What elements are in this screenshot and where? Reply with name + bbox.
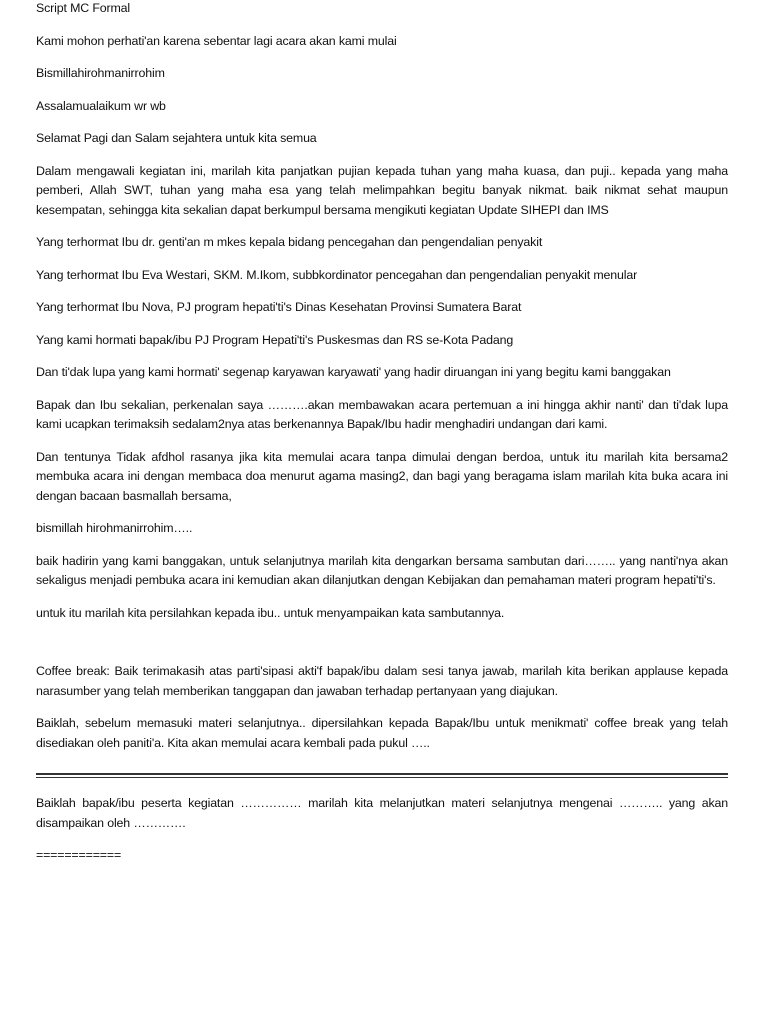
- paragraph: Kami mohon perhati'an karena sebentar lagi acara akan kami mulai: [36, 33, 397, 48]
- paragraph: bismillah hirohmanirrohim…..: [36, 521, 193, 535]
- paragraph: untuk itu marilah kita persilahkan kepada ibu.. untuk menyampaikan kata sambutannya.: [36, 605, 505, 620]
- paragraph: Dan tentunya Tidak afdhol rasanya jika kita memulai acara tanpa dimulai dengan berdoa, untuk itu marilah kita bersama2 membuka acara ini dengan membaca doa menurut agama masing2, dan bagi yang beragama islam marilah kita buka acara ini dengan bacaan basmallah bersama,: [36, 449, 728, 503]
- end-marker: ============: [36, 848, 122, 862]
- paragraph: Bismillahirohmanirrohim: [36, 66, 165, 80]
- paragraph: Bapak dan Ibu sekalian, perkenalan saya ……….akan membawakan acara pertemuan a ini hingga akhir nanti' dan ti'dak lupa kami ucapkan terimaksih sedalam2nya atas berkenannya Bapak/Ibu hadir menghadiri undangan dari kami.: [36, 397, 728, 431]
- document-title: Script MC Formal: [36, 1, 130, 15]
- section-divider: [36, 773, 728, 778]
- paragraph: baik hadirin yang kami banggakan, untuk selanjutnya marilah kita dengarkan bersama sambutan dari…….. yang nanti'nya akan sekaligus menjadi pembuka acara ini kemudian akan dilanjutkan dengan Kebijakan dan pemahaman materi program hepati'ti's.: [36, 553, 728, 587]
- paragraph: Selamat Pagi dan Salam sejahtera untuk kita semua: [36, 131, 317, 145]
- paragraph: Yang kami hormati bapak/ibu PJ Program Hepati'ti's Puskesmas dan RS se-Kota Padang: [36, 332, 514, 347]
- paragraph: Baiklah bapak/ibu peserta kegiatan …………… marilah kita melanjutkan materi selanjutnya mengenai ……….. yang akan disampaikan oleh ………….: [36, 796, 728, 830]
- blank-space: [36, 636, 728, 662]
- paragraph: Assalamualaikum wr wb: [36, 98, 166, 113]
- paragraph: Dalam mengawali kegiatan ini, marilah kita panjatkan pujian kepada tuhan yang maha kuasa, dan puji.. kepada yang maha pemberi, Allah SWT, tuhan yang maha esa yang telah melimpahkan begitu banyak nikmat. baik nikmat sehat maupun kesempatan, sehingga kita sekalian dapat berkumpul bersama mengikuti kegiatan Update SIHEPI dan IMS: [36, 163, 728, 217]
- paragraph: Yang terhormat Ibu Nova, PJ program hepati'ti's Dinas Kesehatan Provinsi Sumatera Barat: [36, 300, 522, 314]
- coffee-break-paragraph: Coffee break: Baik terimakasih atas parti'sipasi akti'f bapak/ibu dalam sesi tanya jawab, marilah kita berikan applause kepada narasumber yang telah memberikan tanggapan dan jawaban terhadap pertanyaan yang diajukan.: [36, 664, 728, 698]
- paragraph: Dan ti'dak lupa yang kami hormati' segenap karyawan karyawati' yang hadir diruangan ini yang begitu kami banggakan: [36, 365, 671, 379]
- document-page: [36, 0, 728, 879]
- paragraph: Yang terhormat Ibu Eva Westari, SKM. M.Ikom, subbkordinator pencegahan dan pengendalian penyakit menular: [36, 267, 638, 282]
- paragraph: Yang terhormat Ibu dr. genti'an m mkes kepala bidang pencegahan dan pengendalian penyakit: [36, 235, 543, 249]
- coffee-break-paragraph: Baiklah, sebelum memasuki materi selanjutnya.. dipersilahkan kepada Bapak/Ibu untuk menikmati' coffee break yang telah disediakan oleh paniti'a. Kita akan memulai acara kembali pada pukul …..: [36, 716, 728, 750]
